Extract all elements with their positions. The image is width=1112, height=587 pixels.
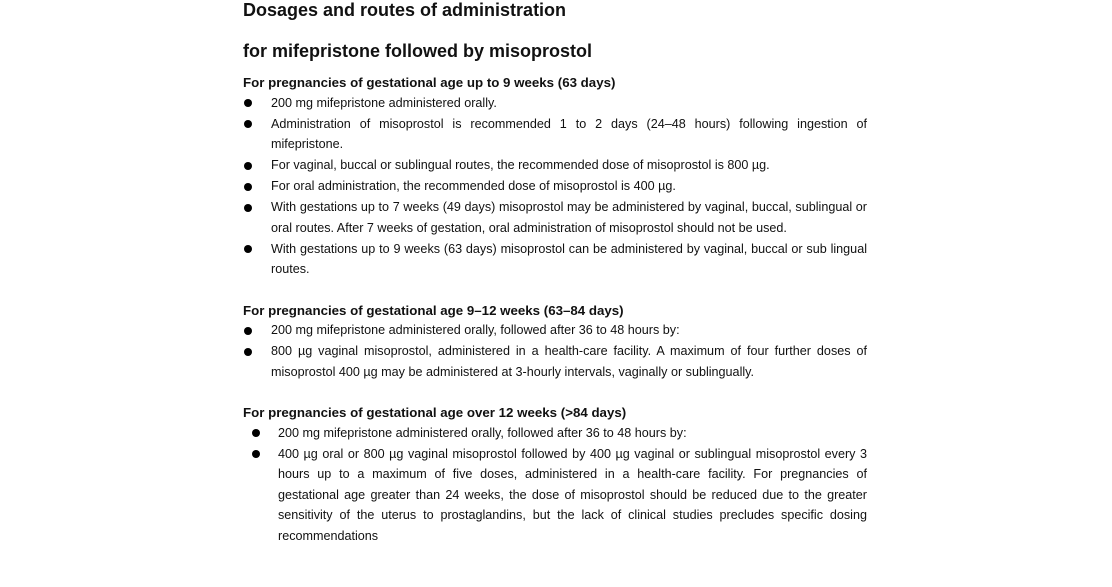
list-item [243, 155, 867, 176]
document-title-line2: for mifepristone followed by misoprostol [243, 41, 593, 61]
bullet-list-up-to-9-weeks [243, 93, 867, 280]
bullet-dot-icon [244, 327, 252, 335]
bullet-dot-icon [244, 245, 252, 253]
list-item-text: 200 mg mifepristone administered orally. [271, 95, 497, 110]
list-item [243, 176, 867, 197]
bullet-dot-icon [244, 120, 252, 128]
list-item [243, 114, 867, 155]
bullet-dot-icon [244, 99, 252, 107]
list-item-text: 800 µg vaginal misoprostol, administered in a health-care facility. A maximum of four further doses of misoprostol 400 µg may be administered at 3-hourly intervals, vaginally or sublingually. [271, 344, 867, 379]
list-item [250, 444, 867, 547]
list-item-text: With gestations up to 9 weeks (63 days) misoprostol can be administered by vaginal, buccal or sub lingual routes. [271, 241, 867, 276]
section-heading-over-12-weeks: For pregnancies of gestational age over 12 weeks (>84 days) [243, 405, 627, 420]
document-title-line1: Dosages and routes of administration [243, 0, 567, 20]
bullet-list-9-to-12-weeks [243, 320, 867, 382]
bullet-list-over-12-weeks [243, 423, 867, 547]
bullet-dot-icon [244, 162, 252, 170]
list-item-text: Administration of misoprostol is recommended 1 to 2 days (24–48 hours) following ingestion of mifepristone. [271, 116, 867, 151]
list-item-text: With gestations up to 7 weeks (49 days) misoprostol may be administered by vaginal, buccal, sublingual or oral routes. After 7 weeks of gestation, oral administration of misoprostol should not be used. [271, 200, 867, 235]
section-heading-up-to-9-weeks: For pregnancies of gestational age up to 9 weeks (63 days) [243, 75, 616, 90]
list-item [243, 320, 867, 341]
bullet-dot-icon [252, 450, 260, 458]
list-item-text: 200 mg mifepristone administered orally, followed after 36 to 48 hours by: [278, 425, 687, 440]
bullet-dot-icon [244, 348, 252, 356]
list-item [250, 423, 867, 444]
list-item [243, 93, 867, 114]
bullet-dot-icon [244, 183, 252, 191]
list-item [243, 239, 867, 280]
list-item-text: 400 µg oral or 800 µg vaginal misoprostol followed by 400 µg vaginal or sublingual misoprostol every 3 hours up to a maximum of five doses, administered in a health-care facility. For pregnancies of gestational age greater than 24 weeks, the dose of misoprostol should be reduced due to the greater sensitivity of the uterus to prostaglandins, but the lack of clinical studies precludes specific dosing recommendations [278, 446, 867, 543]
bullet-dot-icon [244, 204, 252, 212]
list-item-text: For vaginal, buccal or sublingual routes, the recommended dose of misoprostol is 800 µg. [271, 158, 770, 172]
document-page [243, 0, 867, 546]
section-heading-9-to-12-weeks: For pregnancies of gestational age 9–12 weeks (63–84 days) [243, 302, 624, 318]
list-item-text: For oral administration, the recommended dose of misoprostol is 400 µg. [271, 179, 676, 193]
list-item [243, 197, 867, 238]
list-item-text: 200 mg mifepristone administered orally, followed after 36 to 48 hours by: [271, 323, 680, 337]
list-item [243, 341, 867, 382]
bullet-dot-icon [252, 429, 260, 437]
